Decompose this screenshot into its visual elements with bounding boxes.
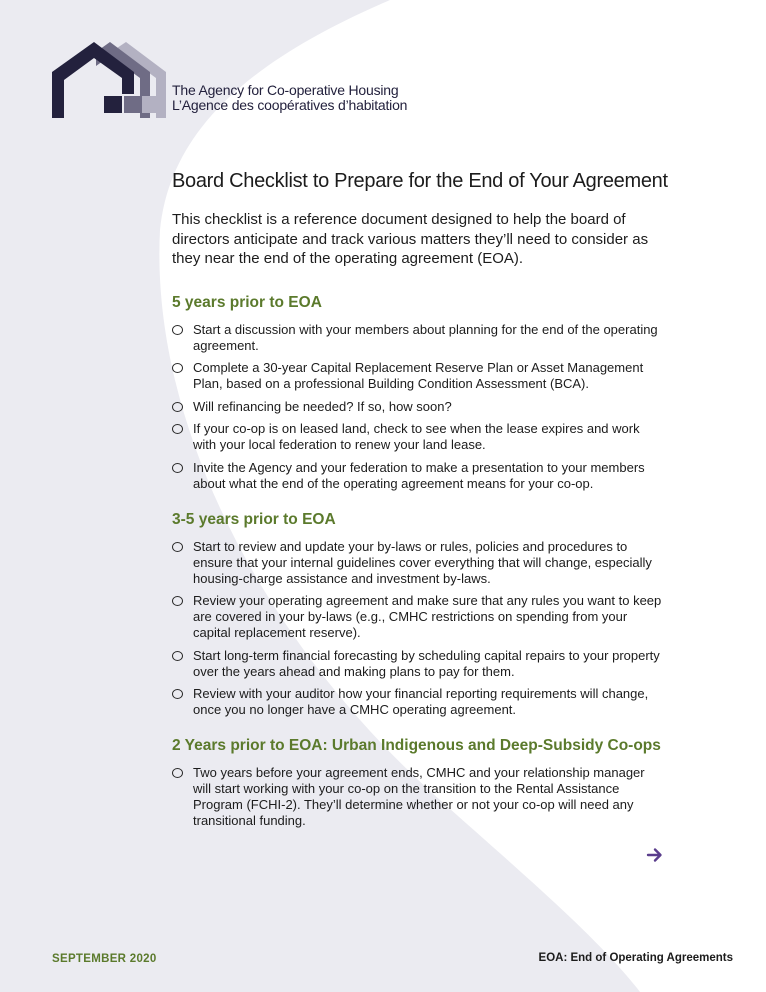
checklist-item-text: Complete a 30-year Capital Replacement Reserve Plan or Asset Management Plan, based on a professional Building Condition Assessment (BCA). [193,360,644,391]
agency-name-fr: L’Agence des coopératives d’habitation [172,97,408,113]
footer-date: SEPTEMBER 2020 [52,953,157,965]
section-heading-3-5-years: 3-5 years prior to EOA [172,510,336,528]
page-title: Board Checklist to Prepare for the End of Your Agreement [172,170,668,192]
agency-logo-icon [50,38,170,118]
arrow-right-icon[interactable] [646,846,664,864]
checkbox-circle-icon[interactable] [172,363,183,373]
checklist-item [172,421,664,453]
checklist-item [172,765,664,829]
checklist-item-text: Start a discussion with your members about planning for the end of the operating agreement. [193,321,658,353]
checklist-item [172,322,664,354]
main-content [172,168,672,836]
checklist-item-text: Two years before your agreement ends, CMHC and your relationship manager will start working with your co-op on the transition to the Rental Assistance Program (FCHI-2). They’ll determine whether or not your co-op will need any transitional funding. [193,765,645,828]
checkbox-circle-icon[interactable] [172,463,183,473]
checklist-item-text: Invite the Agency and your federation to make a presentation to your members about what the end of the operating agreement means for your co-op. [193,459,645,491]
section-heading-5-years: 5 years prior to EOA [172,293,322,311]
checkbox-circle-icon[interactable] [172,542,183,552]
checklist-5-years [172,322,672,492]
footer-series-title: EOA: End of Operating Agreements [538,952,733,964]
checklist-item-text: Will refinancing be needed? If so, how soon? [193,398,452,414]
checklist-item [172,360,664,392]
agency-name-en: The Agency for Co-operative Housing [172,82,399,98]
checklist-item [172,686,664,718]
checkbox-circle-icon[interactable] [172,689,183,699]
checklist-item-text: Review your operating agreement and make sure that any rules you want to keep are covered in your by-laws (e.g., CMHC restrictions on spending from your capital replacement reserve). [193,593,662,640]
checklist-item-text: Start to review and update your by-laws or rules, policies and procedures to ensure that your internal guidelines cover everything that will change, especially housing-charge assistance and investment by-laws. [193,538,652,586]
checkbox-circle-icon[interactable] [172,596,183,606]
checkbox-circle-icon[interactable] [172,768,183,778]
intro-paragraph: This checklist is a reference document designed to help the board of directors anticipate and track various matters they’ll need to consider as they near the end of the operating agreement (EOA). [172,211,649,267]
section-heading-2-years: 2 Years prior to EOA: Urban Indigenous and Deep-Subsidy Co-ops [172,737,661,754]
checkbox-circle-icon[interactable] [172,424,183,434]
checklist-item [172,539,664,587]
checkbox-circle-icon[interactable] [172,402,183,412]
checklist-item [172,460,664,492]
checklist-item-text: If your co-op is on leased land, check to see when the lease expires and work with your local federation to renew your land lease. [193,421,640,452]
checklist-2-years [172,765,672,829]
checklist-item [172,399,664,415]
checklist-item-text: Start long-term financial forecasting by scheduling capital repairs to your property over the years ahead and making plans to pay for them. [193,647,660,679]
checkbox-circle-icon[interactable] [172,325,183,335]
checkbox-circle-icon[interactable] [172,651,183,661]
checklist-item [172,593,664,641]
checklist-item [172,648,664,680]
checklist-item-text: Review with your auditor how your financial reporting requirements will change, once you no longer have a CMHC operating agreement. [193,686,649,717]
checklist-3-5-years [172,539,672,719]
agency-name [172,83,407,113]
